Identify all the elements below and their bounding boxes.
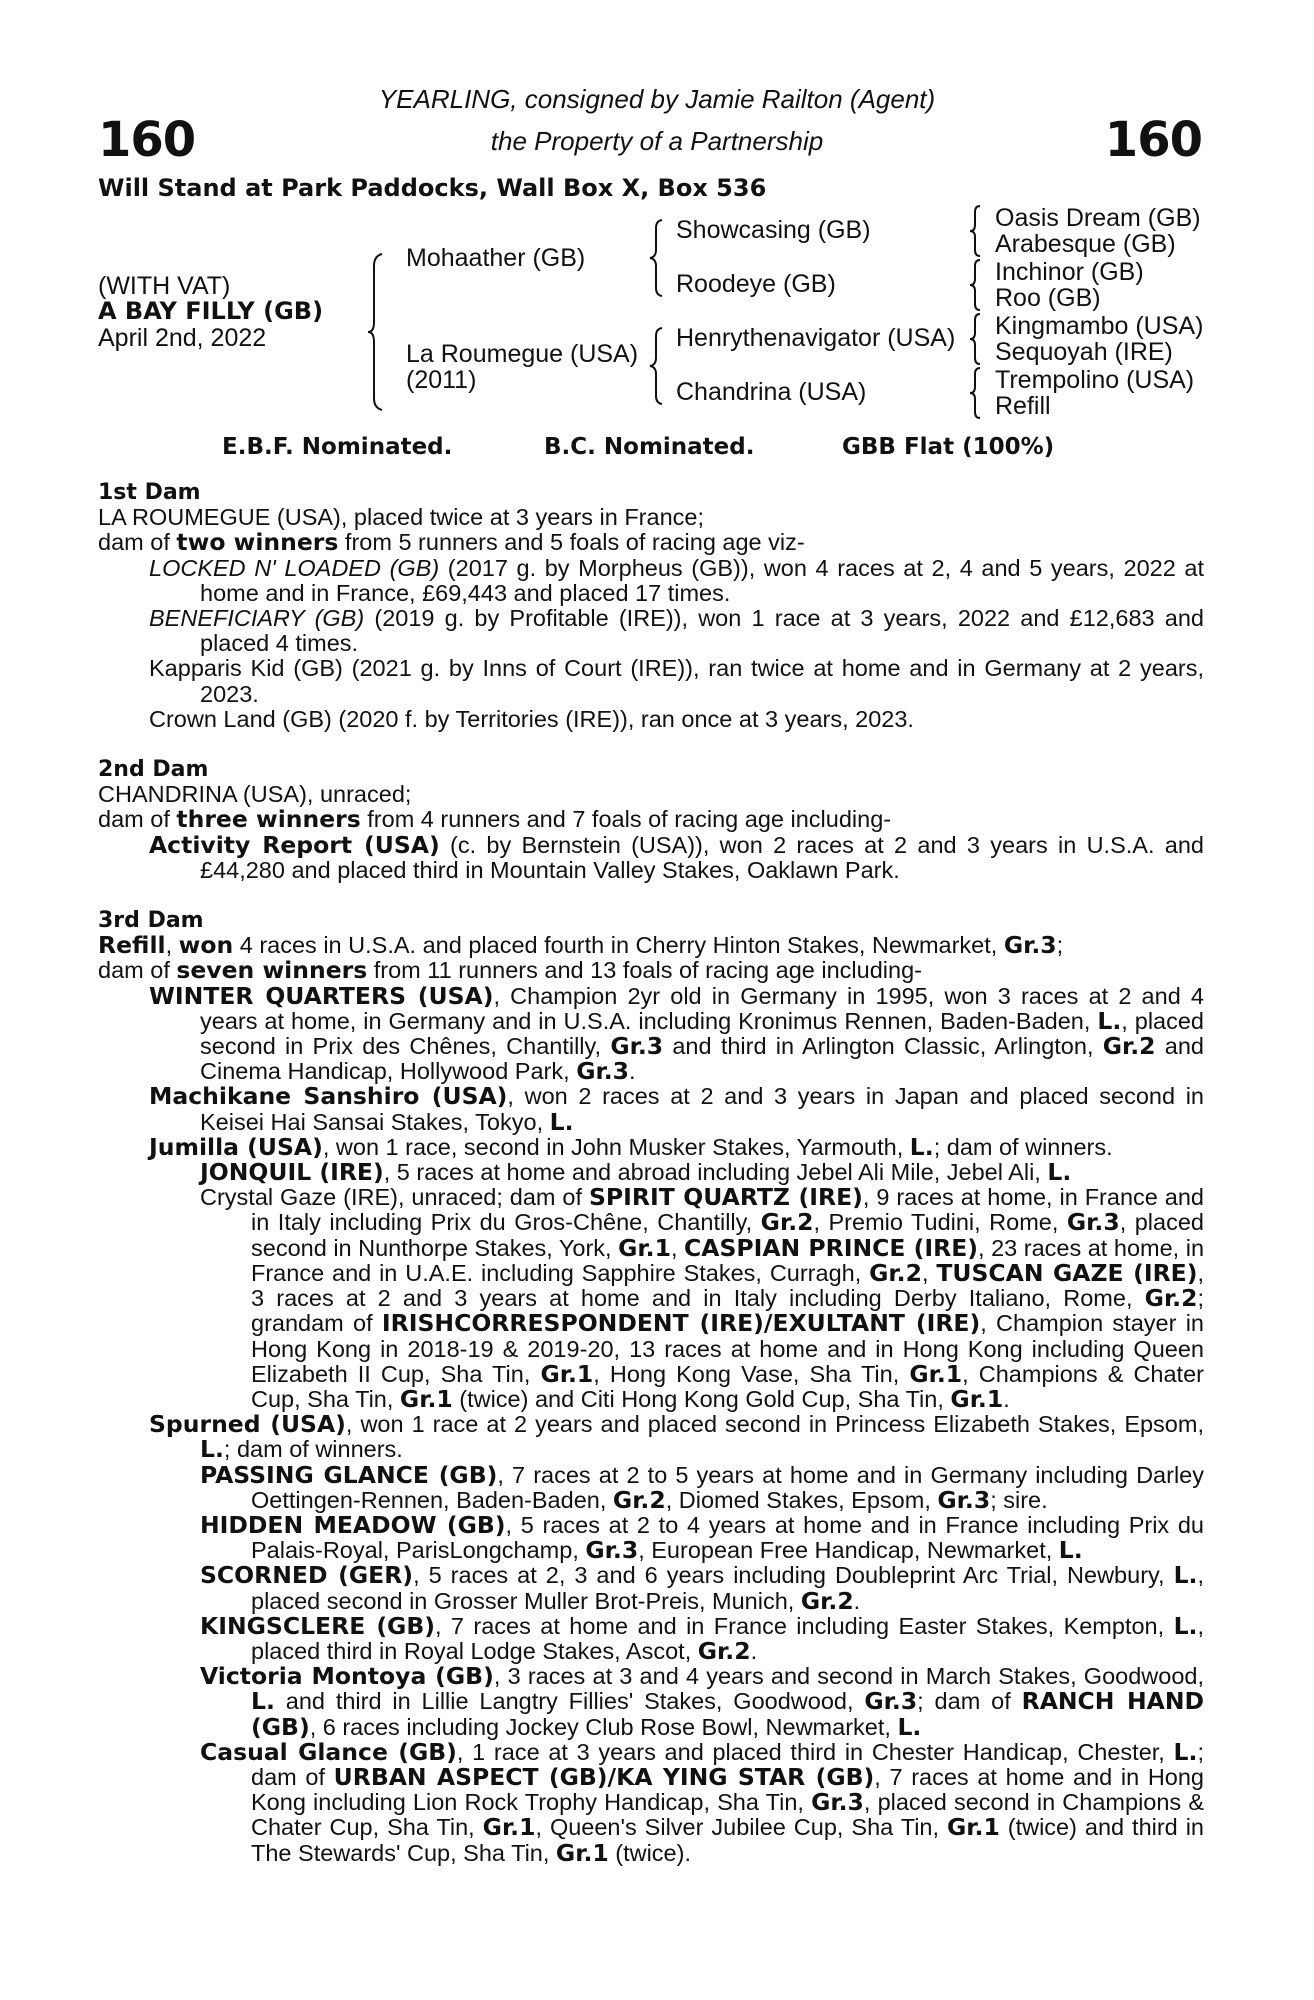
dam1-line1: LA ROUMEGUE (USA), placed twice at 3 years in France; <box>98 504 704 531</box>
produce-record <box>98 480 1204 1866</box>
dam: La Roumegue (USA) <box>406 340 639 368</box>
casual-glance-entry: Casual Glance (GB), 1 race at 3 years and placed third in Chester Handicap, Chester, L.; dam of URBAN ASPECT (GB)/KA YING STAR (GB), 7 races at home and in Hong Kong including Lion Rock Trophy Handicap, Sha Tin, Gr.3, placed second in Champions & Chater Cup, Sha Tin, Gr.1, Queen's Silver Jubilee Cup, Sha Tin, Gr.1 (twice) and third in The Stewards' Cup, Sha Tin, Gr.1 (twice). <box>200 1737 1205 1867</box>
jonquil-entry: JONQUIL (IRE), 5 races at home and abroad including Jebel Ali Mile, Jebel Ali, L. <box>200 1158 1072 1187</box>
dam1-offspring-3: Kapparis Kid (GB) (2021 g. by Inns of Court (IRE)), ran twice at home and in Germany at 2 years, 2023. <box>149 655 1204 707</box>
pedigree-bracket-1 <box>368 252 388 412</box>
pedigree-bracket-3 <box>650 326 666 406</box>
gen4-5: Kingmambo (USA) <box>995 312 1204 340</box>
foaling-date: April 2nd, 2022 <box>98 324 267 352</box>
dam1-line2: dam of two winners from 5 runners and 5 foals of racing age viz- <box>98 528 805 557</box>
gen4-2: Arabesque (GB) <box>995 230 1176 258</box>
kingsclere-entry: KINGSCLERE (GB), 7 races at home and in France including Easter Stakes, Kempton, L., placed third in Royal Lodge Stakes, Ascot, Gr.2. <box>200 1611 1204 1665</box>
dam1-offspring-1: LOCKED N' LOADED (GB) (2017 g. by Morpheus (GB)), won 4 races at 2, 4 and 5 years, 2022 at home and in France, £69,443 and placed 17 times. <box>149 554 1204 606</box>
pedigree-bracket-5 <box>970 258 984 312</box>
dam2-heading: 2nd Dam <box>98 757 209 783</box>
gbb-flat: GBB Flat (100%) <box>842 434 1055 460</box>
dam1-heading: 1st Dam <box>98 480 201 505</box>
dam2-line2: dam of three winners from 4 runners and 7 foals of racing age including- <box>98 805 892 834</box>
dam-sire: Henrythenavigator (USA) <box>676 324 956 352</box>
dam2-line1: CHANDRINA (USA), unraced; <box>98 781 412 808</box>
gen4-3: Inchinor (GB) <box>995 258 1144 286</box>
vat-note: (WITH VAT) <box>98 272 231 300</box>
stand-location: Will Stand at Park Paddocks, Wall Box X, Box 536 <box>98 174 767 202</box>
horse-name: A BAY FILLY (GB) <box>98 297 324 325</box>
pedigree-bracket-6 <box>970 312 984 366</box>
winter-quarters-entry: WINTER QUARTERS (USA), Champion 2yr old in Germany in 1995, won 3 races at 2 and 4 years at home, in Germany and in U.S.A. including Kronimus Rennen, Baden-Baden, L., placed second in Prix des Chênes, Chantilly, Gr.3 and third in Arlington Classic, Arlington, Gr.2 and Cinema Handicap, Hollywood Park, Gr.3. <box>149 981 1205 1086</box>
victoria-montoya-entry: Victoria Montoya (GB), 3 races at 3 and 4 years and second in March Stakes, Goodwood, L. and third in Lillie Langtry Fillies' Stakes, Goodwood, Gr.3; dam of RANCH HAND (GB), 6 races including Jockey Club Rose Bowl, Newmarket, L. <box>200 1662 1204 1741</box>
machikane-sanshiro-entry: Machikane Sanshiro (USA), won 2 races at 2 and 3 years in Japan and placed second in Keisei Hai Sansai Stakes, Tokyo, L. <box>149 1082 1204 1136</box>
dam3-line1: Refill, won 4 races in U.S.A. and placed fourth in Cherry Hinton Stakes, Newmarket, Gr.3; <box>98 931 1064 960</box>
pedigree-bracket-2 <box>650 218 666 298</box>
scorned-entry: SCORNED (GER), 5 races at 2, 3 and 6 years including Doubleprint Arc Trial, Newbury, L., placed second in Grosser Muller Brot-Preis, Munich, Gr.2. <box>200 1561 1204 1615</box>
sire-sire: Showcasing (GB) <box>676 216 871 244</box>
jumilla-entry: Jumilla (USA), won 1 race, second in John Musker Stakes, Yarmouth, L.; dam of winners. <box>149 1132 1113 1161</box>
sire-dam: Roodeye (GB) <box>676 270 836 298</box>
gen4-7: Trempolino (USA) <box>995 366 1195 394</box>
lot-number-left: 160 <box>98 112 196 168</box>
consignor-line: YEARLING, consigned by Jamie Railton (Agent) <box>378 84 936 114</box>
dam3-heading: 3rd Dam <box>98 908 204 934</box>
ebf-nomination: E.B.F. Nominated. <box>222 434 453 460</box>
gen4-6: Sequoyah (IRE) <box>995 338 1173 366</box>
spurned-entry: Spurned (USA), won 1 race at 2 years and placed second in Princess Elizabeth Stakes, Epsom, L.; dam of winners. <box>149 1410 1204 1464</box>
dam1-offspring-2: BENEFICIARY (GB) (2019 g. by Profitable (IRE)), won 1 race at 3 years, 2022 and £12,683 and placed 4 times. <box>149 605 1204 657</box>
dam3-line2: dam of seven winners from 11 runners and 13 foals of racing age including- <box>98 956 922 985</box>
sire: Mohaather (GB) <box>406 244 586 272</box>
gen4-1: Oasis Dream (GB) <box>995 204 1201 232</box>
crystal-gaze-entry: Crystal Gaze (IRE), unraced; dam of SPIRIT QUARTZ (IRE), 9 races at home, in France and in Italy including Prix du Gros-Chêne, Chantilly, Gr.2, Premio Tudini, Rome, Gr.3, placed second in Nunthorpe Stakes, York, Gr.1, CASPIAN PRINCE (IRE), 23 races at home, in France and in U.A.E. including Sapphire Stakes, Curragh, Gr.2, TUSCAN GAZE (IRE), 3 races at 2 and 3 years at home and in Italy including Derby Italiano, Rome, Gr.2; grandam of IRISHCORRESPONDENT (IRE)/EXULTANT (IRE), Champion stayer in Hong Kong in 2018-19 & 2019-20, 13 races at home and in Hong Kong including Queen Elizabeth II Cup, Sha Tin, Gr.1, Hong Kong Vase, Sha Tin, Gr.1, Champions & Chater Cup, Sha Tin, Gr.1 (twice) and Citi Hong Kong Gold Cup, Sha Tin, Gr.1. <box>200 1183 1205 1413</box>
dam2-offspring-1: Activity Report (USA) (c. by Bernstein (USA)), won 2 races at 2 and 3 years in U.S.A. and £44,280 and placed third in Mountain Valley Stakes, Oaklawn Park. <box>149 830 1204 883</box>
lot-number-right: 160 <box>1104 112 1202 168</box>
pedigree-bracket-7 <box>970 366 984 420</box>
gen4-4: Roo (GB) <box>995 284 1101 312</box>
gen4-8: Refill <box>995 392 1051 420</box>
bc-nomination: B.C. Nominated. <box>544 434 755 460</box>
hidden-meadow-entry: HIDDEN MEADOW (GB), 5 races at 2 to 4 years at home and in France including Prix du Palais-Royal, ParisLongchamp, Gr.3, European Free Handicap, Newmarket, L. <box>200 1510 1204 1565</box>
dam1-offspring-4: Crown Land (GB) (2020 f. by Territories (IRE)), ran once at 3 years, 2023. <box>149 705 914 732</box>
pedigree-bracket-4 <box>970 204 984 258</box>
dam-year: (2011) <box>406 366 477 394</box>
property-line: the Property of a Partnership <box>490 126 824 156</box>
dam-dam: Chandrina (USA) <box>676 378 867 406</box>
passing-glance-entry: PASSING GLANCE (GB), 7 races at 2 to 5 years at home and in Germany including Darley Oettingen-Rennen, Baden-Baden, Gr.2, Diomed Stakes, Epsom, Gr.3; sire. <box>200 1460 1204 1514</box>
